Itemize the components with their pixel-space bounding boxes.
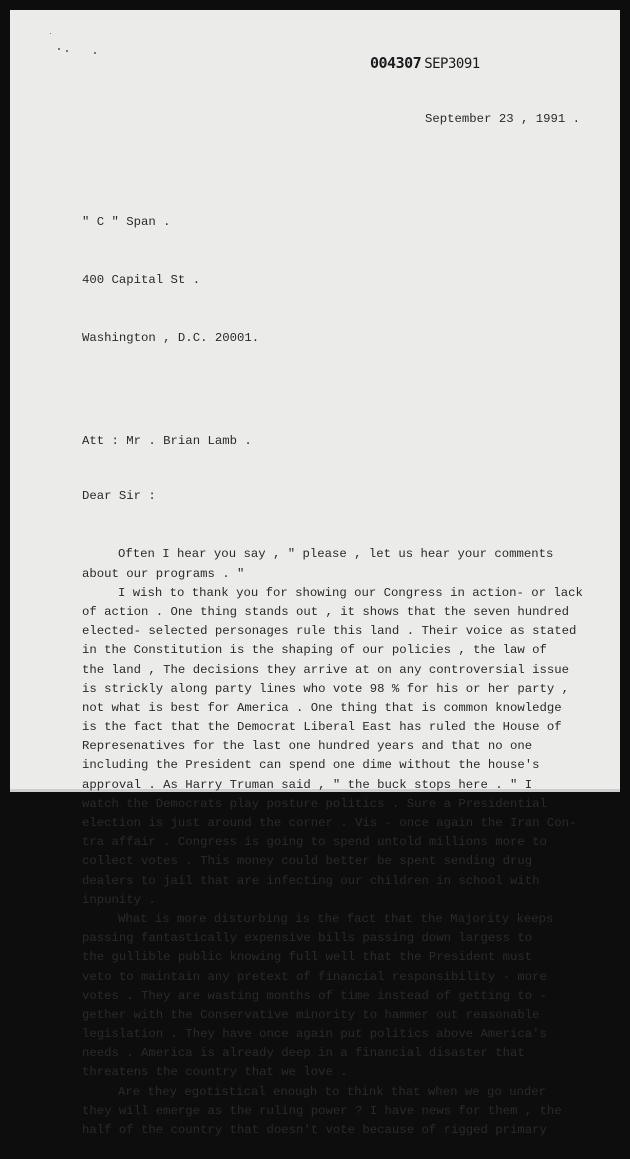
body-line: Often I hear you say , " please , let us hear your comments (118, 547, 554, 562)
body-line: including the President can spend one dime without the house's (82, 758, 540, 773)
ink-speck (94, 52, 96, 54)
spacer (82, 386, 602, 394)
spacer (82, 169, 602, 175)
body-line: gether with the Conservative minority to hammer out reasonable (82, 1007, 540, 1022)
body-line: needs . America is already deep in a financial disaster that (82, 1046, 525, 1061)
body-line: approval . As Harry Truman said , " the buck stops here . " I (82, 777, 533, 792)
body-line: watch the Democrats play posture politics . Sure a Presidential (82, 796, 547, 811)
letter-paragraphs (82, 545, 602, 1140)
body-line: is strickly along party lines who vote 98 % for his or her party , (82, 681, 570, 696)
salutation: Dear Sir : (82, 488, 156, 503)
body-line: Represenatives for the last one hundred years and that no one (82, 739, 533, 754)
body-line: legislation . They have once again put politics above America's (82, 1027, 547, 1042)
body-line: in the Constitution is the shaping of our policies , the law of (82, 643, 547, 658)
body-line: What is more disturbing is the fact that the Majority keeps (118, 911, 554, 926)
body-line: the land , The decisions they arrive at on any controversial issue (82, 662, 570, 677)
body-line: not what is best for America . One thing that is common knowledge (82, 700, 562, 715)
ink-speck (66, 50, 68, 52)
received-stamp (370, 54, 480, 72)
address-line: Washington , D.C. 20001. (82, 330, 260, 345)
body-line: of action . One thing stands out , it shows that the seven hundred (82, 604, 570, 619)
body-line: they will emerge as the ruling power ? I have news for them , the (82, 1103, 562, 1118)
body-line: collect votes . This money could better be spent sending drug (82, 854, 533, 869)
body-line: half of the country that doesn't vote because of rigged primary (82, 1123, 547, 1138)
body-line: inpunity . (82, 892, 156, 907)
address-line: " C " Span . (82, 215, 171, 230)
body-line: veto to maintain any pretext of financial responsibility - more (82, 969, 547, 984)
body-line: threatens the country that we love . (82, 1065, 348, 1080)
body-line: votes . They are wasting months of time instead of getting to - (82, 988, 547, 1003)
stamp-date: SEP3091 (424, 56, 480, 72)
letter-date: September 23 , 1991 . (425, 112, 580, 127)
body-line: election is just around the corner . Vis - once again the Iran Con- (82, 816, 577, 831)
body-line: elected- selected personages rule this land . Their voice as stated (82, 624, 577, 639)
body-line: passing fantastically expensive bills passing down largess to (82, 931, 533, 946)
body-line: the gullible public knowing full well that the President must (82, 950, 533, 965)
body-line: I wish to thank you for showing our Congress in action- or lack (118, 585, 583, 600)
body-line: Are they egotistical enough to think that when we go under (118, 1084, 547, 1099)
letter-body (82, 72, 602, 1159)
body-line: tra affair . Congress is going to spend untold millions more to (82, 835, 547, 850)
stamp-number: 004307 (370, 54, 422, 72)
body-line: about our programs . " (82, 566, 245, 581)
address-line: 400 Capital St . (82, 273, 201, 287)
ink-speck (50, 33, 51, 34)
ink-speck (58, 48, 60, 50)
body-line: is the fact that the Democrat Liberal East has ruled the House of (82, 720, 562, 735)
attention-line: Att : Mr . Brian Lamb . (82, 433, 252, 448)
body-line: dealers to jail that are infecting our children in school with (82, 873, 540, 888)
